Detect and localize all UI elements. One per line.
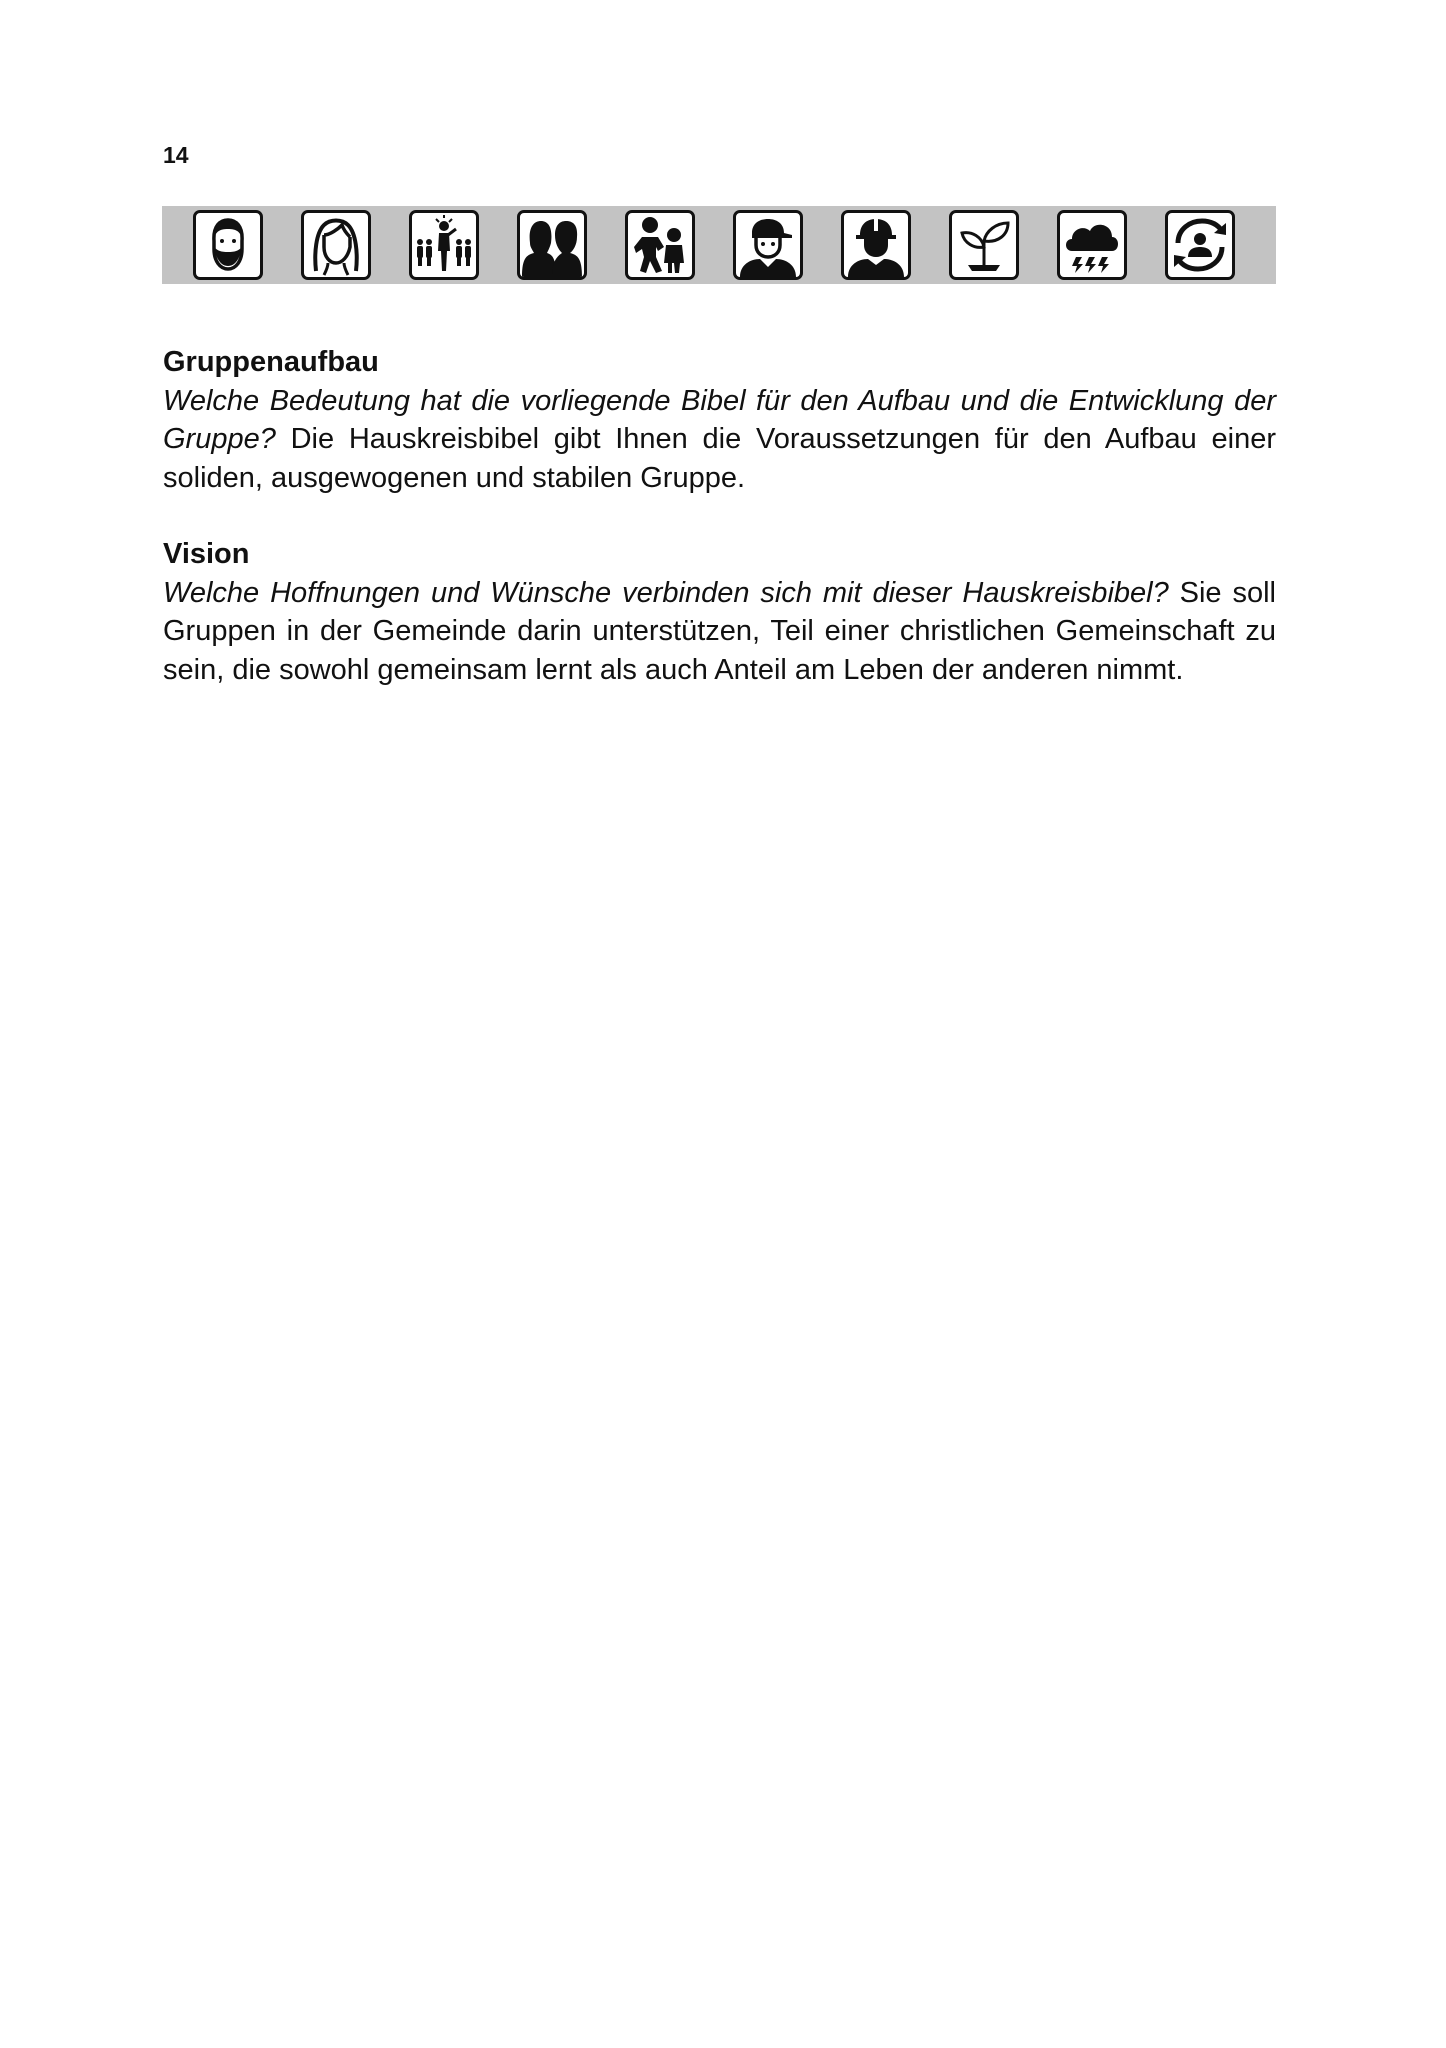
section-text: Die Hauskreisbibel gibt Ihnen die Voraussetzungen für den Aufbau einer soliden, ausgewogenen und stabilen Gruppe. — [163, 423, 1276, 494]
section-heading: Gruppenaufbau — [163, 346, 379, 378]
page-number: 14 — [163, 142, 189, 168]
couple-silhouette-icon — [517, 210, 587, 280]
section-text: Sie soll Gruppen in der Gemeinde darin unterstützen, Teil einer christlichen Gemeinschaft zu sein, die sowohl gemeinsam lernt als auch Anteil am Leben der anderen nimmt. — [163, 576, 1276, 686]
man-bearded-face-icon — [193, 210, 263, 280]
storm-cloud-icon — [1057, 210, 1127, 280]
section-paragraph — [163, 382, 1276, 498]
worker-hardhat-icon — [841, 210, 911, 280]
section-vision — [163, 535, 1276, 689]
section-paragraph — [163, 574, 1276, 690]
section-gruppenaufbau — [163, 343, 1276, 497]
icon-strip — [162, 206, 1276, 284]
person-refresh-cycle-icon — [1165, 210, 1235, 280]
woman-face-icon — [301, 210, 371, 280]
leader-with-group-icon — [409, 210, 479, 280]
parent-child-icon — [625, 210, 695, 280]
section-heading: Vision — [163, 538, 250, 570]
section-question: Welche Hoffnungen und Wünsche verbinden sich mit dieser Hauskreisbibel? — [163, 576, 1169, 609]
sprout-plant-icon — [949, 210, 1019, 280]
youth-cap-person-icon — [733, 210, 803, 280]
section-question: Welche Bedeutung hat die vorliegende Bibel für den Aufbau und die Entwicklung der Gruppe? — [163, 384, 1276, 455]
